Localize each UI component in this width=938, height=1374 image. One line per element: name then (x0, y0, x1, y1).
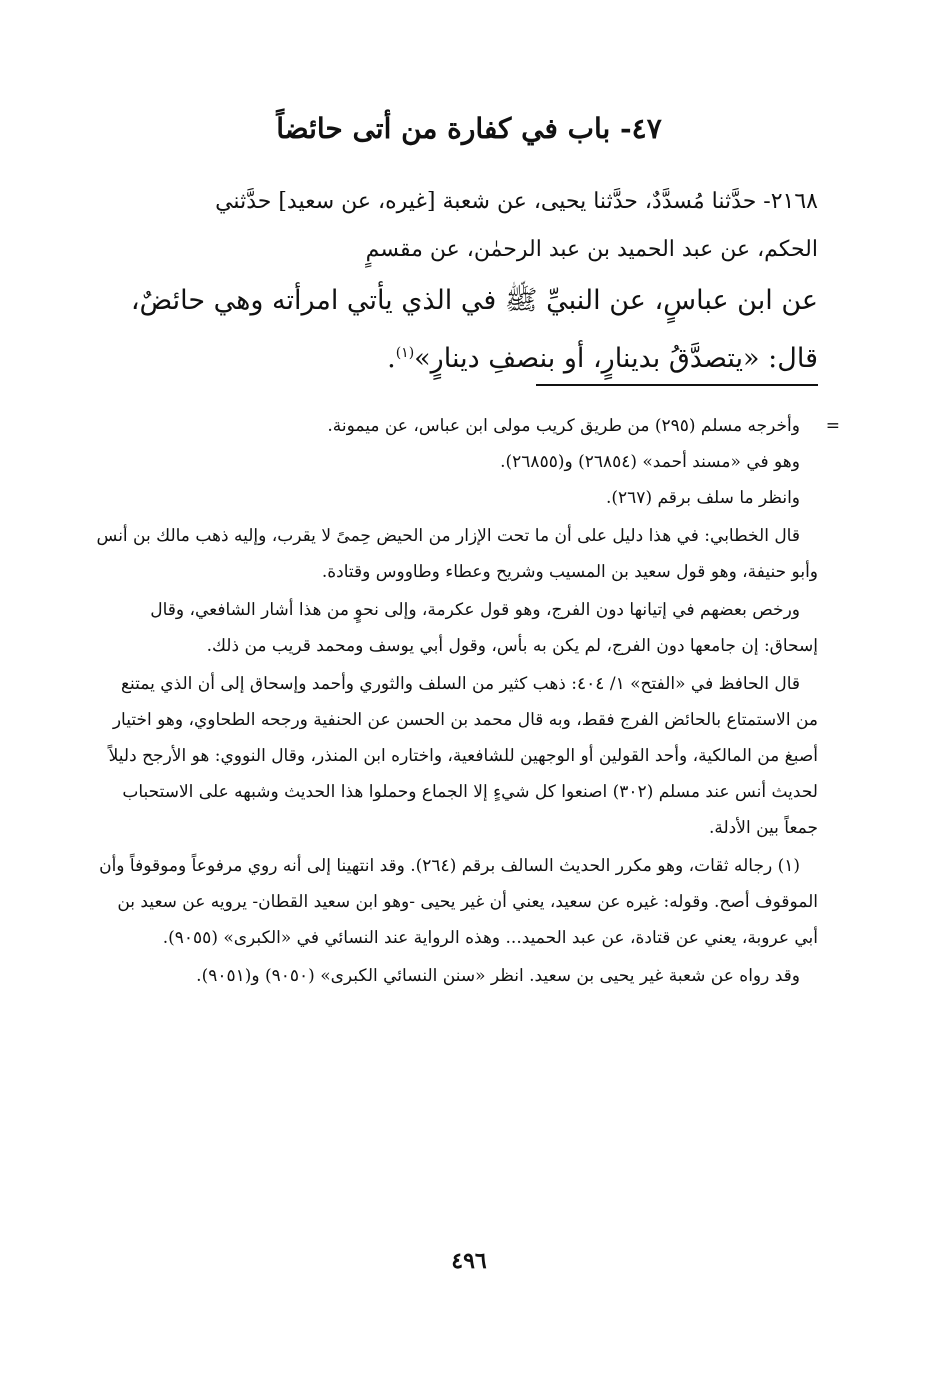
footnote-reference: (١) (395, 345, 415, 361)
footnote-1: (١) رجاله ثقات، وهو مكرر الحديث السالف برقم (٢٦٤). وقد انتهينا إلى أنه روي مرفوعاً وموقوفاً وأن الموقوف أصح. وقوله: غيره عن سعيد، يعني أن غير يحيى -وهو ابن سعيد القطان- يرويه عن سعيد بن أبي عروبة، يعني عن قتادة، عن عبد الحميد... وهذه الرواية عند النسائي في «الكبرى» (٩٠٥٥). (99, 856, 818, 948)
note-line: وانظر ما سلف برقم (٢٦٧). (606, 488, 800, 508)
note-line (96, 408, 840, 444)
continuation-mark: = (825, 416, 840, 436)
matn-line-1: عن ابن عباسٍ، عن النبيِّ ﷺ في الذي يأتي امرأته وهي حائضٌ، (130, 285, 818, 316)
note-rukhsa: ورخص بعضهم في إتيانها دون الفرج، وهو قول عكرمة، وإلى نحوٍ من هذا أشار الشافعي، وقال إسحاق: إن جامعها دون الفرج، لم يكن به بأس، وقول أبي يوسف ومحمد قريب من ذلك. (150, 600, 818, 656)
footnote-1-continued: وقد رواه عن شعبة غير يحيى بن سعيد. انظر «سنن النسائي الكبرى» (٩٠٥٠) و(٩٠٥١). (196, 966, 800, 986)
hadith-isnad (96, 178, 818, 274)
page-number: ٤٩٦ (451, 1248, 487, 1274)
matn-line-2: قال: «يتصدَّقُ بدينارٍ، أو بنصفِ دينارٍ»$^{(١)}$. (387, 343, 818, 374)
footnotes-section (96, 408, 840, 994)
note-hafiz: قال الحافظ في «الفتح» ١/ ٤٠٤: ذهب كثير من السلف والثوري وأحمد وإسحاق إلى أن الذي يمتنع من الاستمتاع بالحائض الفرج فقط، وبه قال محمد بن الحسن عن الحنفية ورجحه الطحاوي، وهو اختيار أصبغ من المالكية، وأحد القولين أو الوجهين للشافعية، واختاره ابن المنذر، وقال النووي: هو الأرجح دليلاً لحديث أنس عند مسلم (٣٠٢) اصنعوا كل شيءٍ إلا الجماع وحملوا هذا الحديث وشبهه على الاستحباب جمعاً بين الأدلة. (108, 674, 818, 838)
footnote-divider (536, 384, 818, 386)
note-khattabi: قال الخطابي: في هذا دليل على أن ما تحت الإزار من الحيض حِمىً لا يقرب، وإليه ذهب مالك بن أنس وأبو حنيفة، وهو قول سعيد بن المسيب وشريح وعطاء وطاووس وقتادة. (96, 526, 818, 582)
note-line: وهو في «مسند أحمد» (٢٦٨٥٤) و(٢٦٨٥٥). (500, 452, 800, 472)
hadith-matn (96, 275, 818, 385)
chapter-title: ٤٧- باب في كفارة من أتى حائضاً (276, 112, 662, 145)
isnad-line-2: الحكم، عن عبد الحميد بن عبد الرحمٰن، عن مقسمٍ (365, 237, 818, 262)
matn-line-2-text: قال: «يتصدَّقُ بدينارٍ، أو بنصفِ دينارٍ» (414, 343, 818, 374)
note-line-text: وأخرجه مسلم (٢٩٥) من طريق كريب مولى ابن عباس، عن ميمونة. (327, 416, 800, 436)
isnad-line-1: ٢١٦٨- حدَّثنا مُسدَّدٌ، حدَّثنا يحيى، عن شعبة [غيره، عن سعيد] حدَّثني (215, 189, 818, 214)
